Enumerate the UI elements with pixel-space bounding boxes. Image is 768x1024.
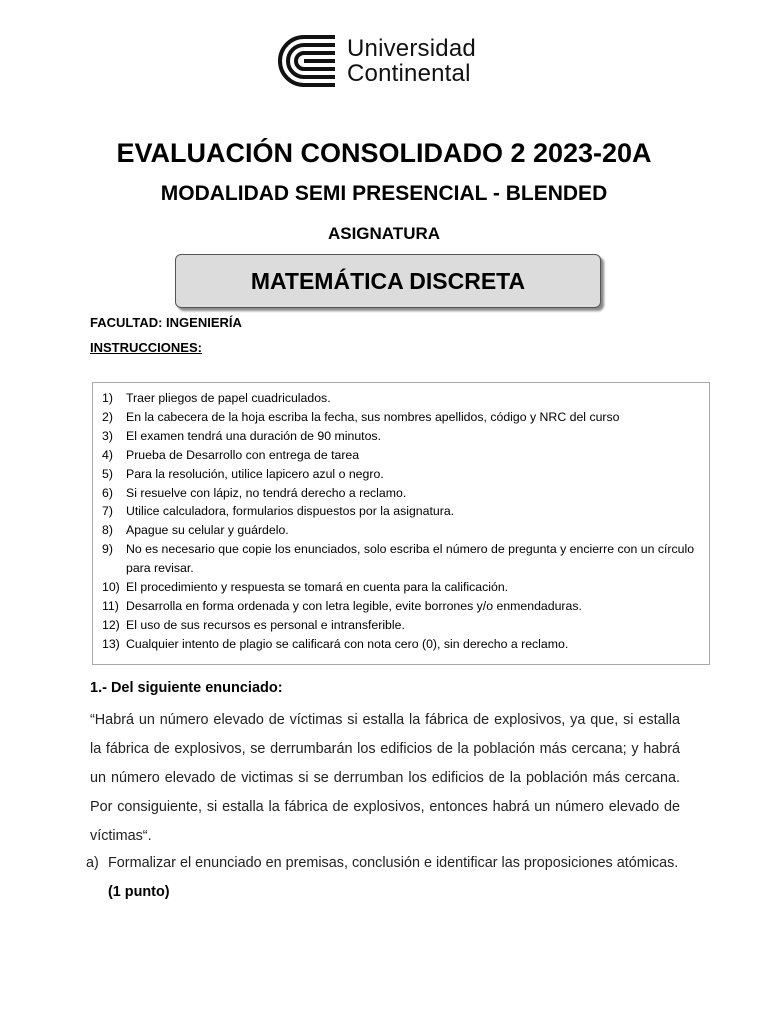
logo-wordmark [347, 36, 476, 86]
exam-title: EVALUACIÓN CONSOLIDADO 2 2023-20A [116, 138, 652, 168]
instruction-item: 7) Utilice calculadora, formularios dispuestos por la asignatura. [102, 504, 455, 519]
instruction-item: 6) Si resuelve con lápiz, no tendrá derecho a reclamo. [102, 485, 407, 500]
continental-logo-icon [277, 34, 339, 88]
instruction-item: 9) No es necesario que copie los enunciados, solo escriba el número de pregunta y encierre con un círculo para revisar. [102, 542, 695, 576]
logo-line-2: Continental [347, 60, 471, 87]
question-1-statement: “Habrá un número elevado de víctimas si estalla la fábrica de explosivos, ya que, si estalla la fábrica de explosivos, se derrumbarán los edificios de la población más cercana; y habrá un número elevado de victimas si se derrumban los edificios de la población más cercana. Por consiguiente, si estalla la fábrica de explosivos, entonces habrá un número elevado de víctimas“. [90, 712, 680, 844]
item-a-text: Formalizar el enunciado en premisas, conclusión e identificar las proposiciones atómicas. [108, 855, 679, 871]
instruction-item: 13) Cualquier intento de plagio se calificará con nota cero (0), sin derecho a reclamo. [102, 636, 569, 651]
instruction-item: 2) En la cabecera de la hoja escriba la fecha, sus nombres apellidos, código y NRC del curso [102, 409, 620, 424]
question-1-item-a [86, 849, 686, 907]
instruction-item: 8) Apague su celular y guárdelo. [102, 523, 289, 538]
subject-label: ASIGNATURA [327, 224, 441, 243]
instructions-box [92, 382, 710, 665]
faculty-line: FACULTAD: INGENIERÍA [90, 315, 242, 330]
subject-name: MATEMÁTICA DISCRETA [250, 267, 526, 294]
subject-name-box [175, 254, 601, 308]
university-logo [277, 33, 476, 89]
instructions-list [93, 383, 709, 654]
instruction-item: 1) Traer pliegos de papel cuadriculados. [102, 391, 331, 405]
logo-line-1: Universidad [347, 35, 476, 62]
item-a-body [108, 849, 686, 907]
instruction-item: 10) El procedimiento y respuesta se tomará en cuenta para la calificación. [102, 580, 509, 595]
instruction-item: 4) Prueba de Desarrollo con entrega de tarea [102, 447, 360, 462]
instruction-item: 5) Para la resolución, utilice lapicero azul o negro. [102, 466, 384, 481]
exam-modality: MODALIDAD SEMI PRESENCIAL - BLENDED [160, 182, 608, 205]
instruction-item: 3) El examen tendrá una duración de 90 minutos. [102, 428, 381, 443]
instructions-heading: INSTRUCCIONES: [90, 340, 202, 355]
item-a-score: (1 punto) [108, 884, 170, 900]
item-a-marker: a) [86, 855, 99, 871]
question-1-heading: 1.- Del siguiente enunciado: [90, 680, 283, 696]
instruction-item: 11) Desarrolla en forma ordenada y con letra legible, evite borrones y/o enmendaduras. [102, 598, 582, 613]
instruction-item: 12) El uso de sus recursos es personal e intransferible. [102, 617, 405, 632]
